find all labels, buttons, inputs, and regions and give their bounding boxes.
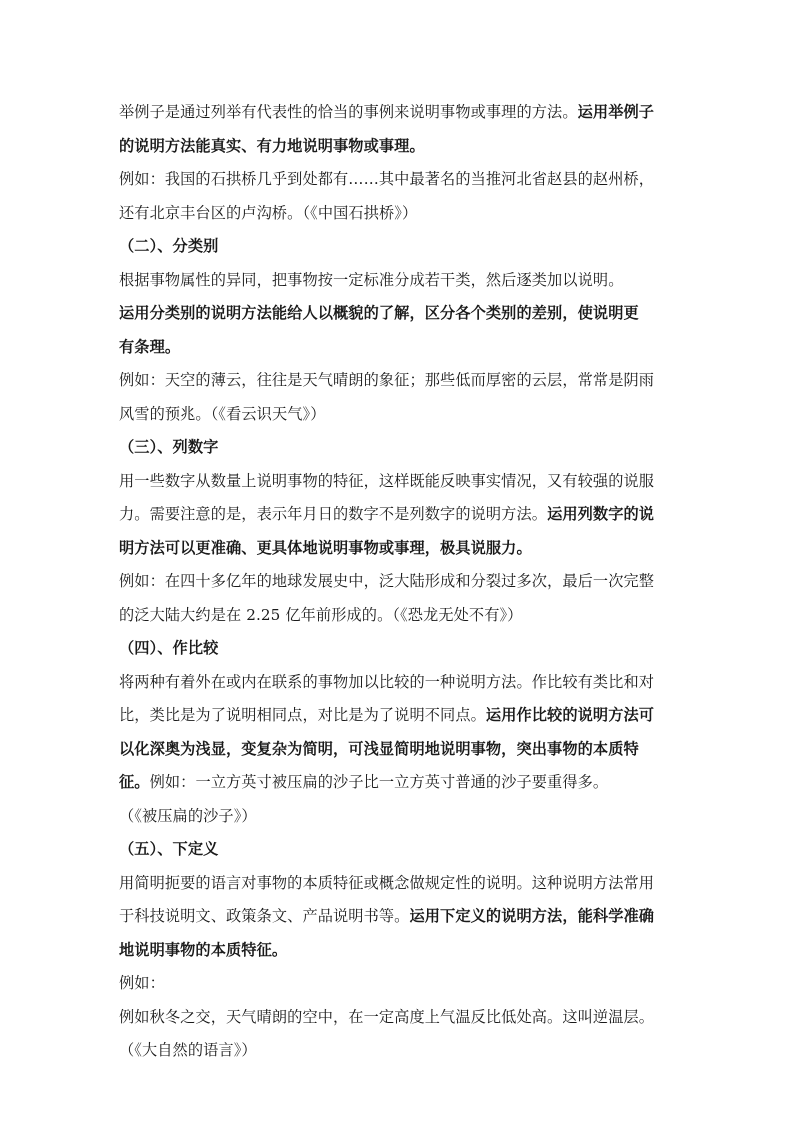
text: 力。需要注意的是，表示年月日的数字不是列数字的说明方法。 bbox=[119, 505, 548, 523]
paragraph-line: 根据事物属性的异同，把事物按一定标准分成若干类，然后逐类加以说明。 bbox=[119, 270, 624, 289]
paragraph-line: 用简明扼要的语言对事物的本质特征或概念做规定性的说明。这种说明方法常用 bbox=[119, 873, 655, 892]
document-page bbox=[119, 96, 685, 1068]
example-line: 例如：天空的薄云，往往是天气晴朗的象征；那些低而厚密的云层，常常是阴雨 bbox=[119, 371, 655, 389]
paragraph-line: 以化深奥为浅显，变复杂为简明，可浅显简明地说明事物，突出事物的本质特 bbox=[119, 739, 639, 758]
bold-text: 运用列数字的说 bbox=[547, 505, 655, 523]
example-line: 例如秋冬之交，天气晴朗的空中，在一定高度上气温反比低处高。这叫逆温层。 bbox=[119, 1007, 655, 1026]
text: 于科技说明文、政策条文、产品说明书等。 bbox=[119, 907, 410, 925]
citation-line: （《被压扁的沙子》） bbox=[119, 806, 257, 825]
paragraph-line bbox=[119, 699, 685, 733]
paragraph-line bbox=[119, 96, 685, 130]
example-line: 还有北京丰台区的卢沟桥。（《中国石拱桥》） bbox=[119, 203, 418, 222]
citation-line: （《大自然的语言》） bbox=[119, 1041, 257, 1059]
section-heading: （三）、列数字 bbox=[119, 438, 219, 456]
bold-text: 征。 bbox=[119, 773, 150, 791]
paragraph-line: 有条理。 bbox=[119, 337, 181, 356]
paragraph-line bbox=[119, 900, 685, 934]
paragraph-line: 地说明事物的本质特征。 bbox=[119, 940, 288, 959]
text: 例如：一立方英寸被压扁的沙子比一立方英寸普通的沙子要重得多。 bbox=[149, 773, 609, 791]
bold-text: 运用举例子 bbox=[577, 103, 655, 121]
paragraph-line: 运用分类别的说明方法能给人以概貌的了解，区分各个类别的差别，使说明更 bbox=[119, 304, 639, 322]
bold-text: 运用下定义的说明方法，能科学准确 bbox=[409, 907, 655, 925]
example-line: 风雪的预兆。（《看云识天气》） bbox=[119, 404, 326, 423]
paragraph-line: 用一些数字从数量上说明事物的特征，这样既能反映事实情况，又有较强的说服 bbox=[119, 471, 655, 490]
example-line: 例如：在四十多亿年的地球发展史中，泛大陆形成和分裂过多次，最后一次完整 bbox=[119, 572, 655, 590]
bold-text: 运用作比较的说明方法可 bbox=[485, 706, 655, 724]
paragraph-line: 明方法可以更准确、更具体地说明事物或事理，极具说服力。 bbox=[119, 538, 532, 557]
example-line: 的泛大陆大约是在 2.25 亿年前形成的。（《恐龙无处不有》） bbox=[119, 605, 523, 624]
example-line: 例如：我国的石拱桥几乎到处都有……其中最著名的当推河北省赵县的赵州桥， bbox=[119, 170, 655, 188]
section-heading: （四）、作比较 bbox=[119, 639, 219, 657]
paragraph-line bbox=[119, 498, 685, 532]
paragraph-line: 将两种有着外在或内在联系的事物加以比较的一种说明方法。作比较有类比和对 bbox=[119, 672, 655, 691]
paragraph-line bbox=[119, 766, 685, 800]
section-heading: （二）、分类别 bbox=[119, 237, 219, 255]
text: 举例子是通过列举有代表性的恰当的事例来说明事物或事理的方法。 bbox=[119, 103, 578, 121]
section-heading: （五）、下定义 bbox=[119, 840, 219, 858]
example-label: 例如： bbox=[119, 974, 165, 992]
paragraph-line: 的说明方法能真实、有力地说明事物或事理。 bbox=[119, 136, 425, 155]
text: 比，类比是为了说明相同点，对比是为了说明不同点。 bbox=[119, 706, 486, 724]
